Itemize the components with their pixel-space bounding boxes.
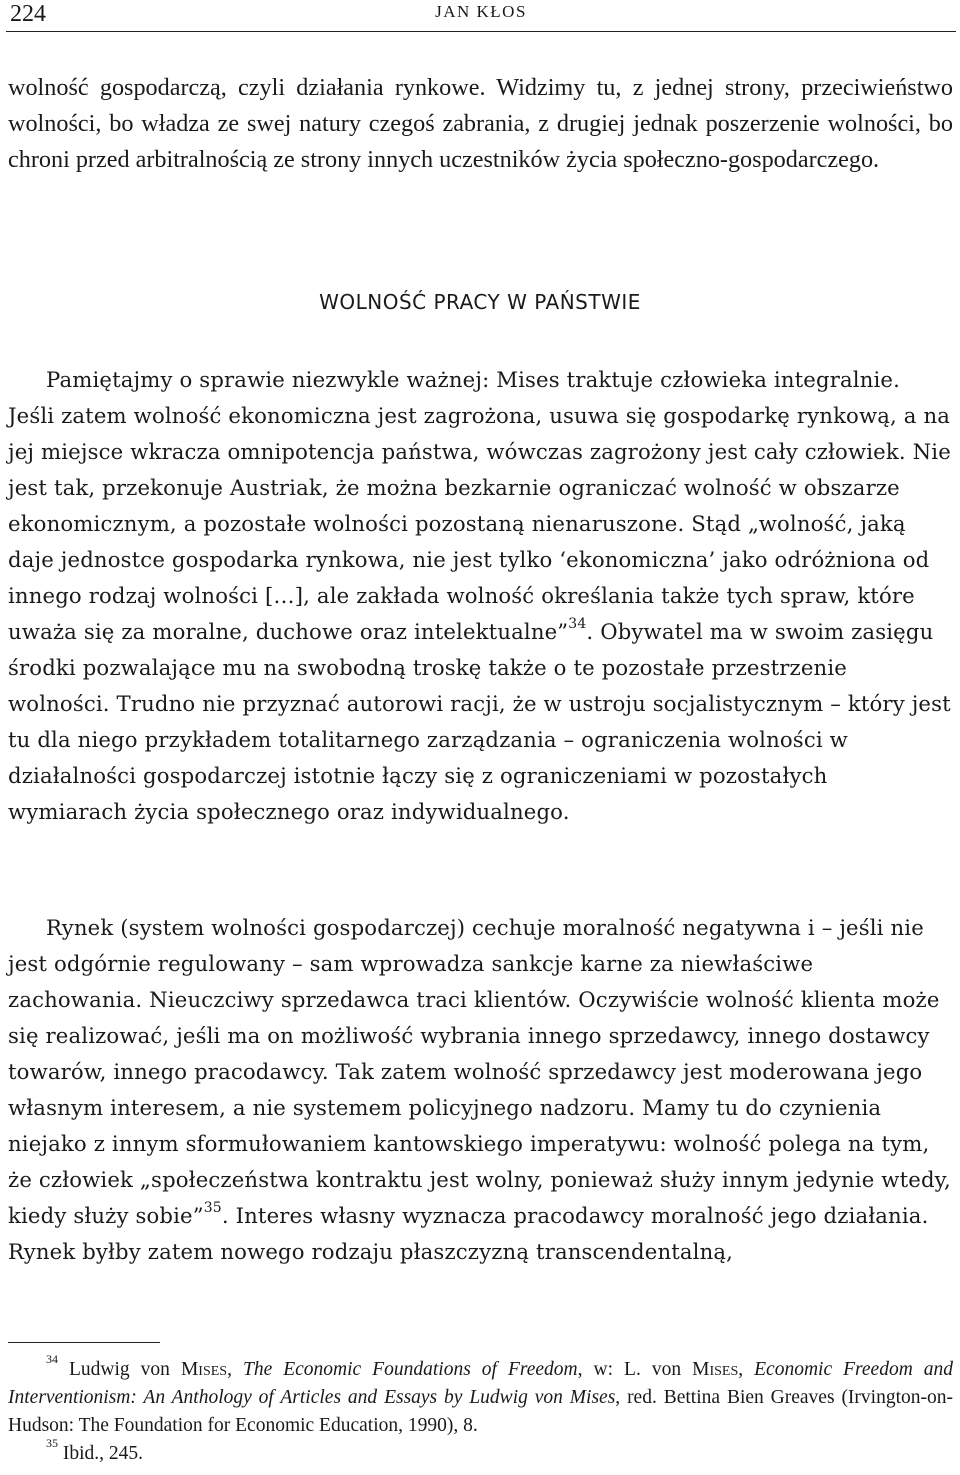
- footnote-title: The Economic Foundations of Freedom: [242, 1359, 578, 1380]
- footnote-35: [8, 1435, 953, 1468]
- footnote-separator: ,: [738, 1359, 755, 1380]
- footnote-34: [8, 1351, 954, 1440]
- footnote-title: Economic Freedom and Interventionism: An Anthology of Articles and Essays by Ludwig von Mises: [8, 1359, 954, 1408]
- paragraph-main: [8, 362, 953, 830]
- footnotes: [8, 1351, 954, 1468]
- footnote-ref-35[interactable]: 35: [203, 1199, 222, 1216]
- section-title: WOLNOŚĆ PRACY W PAŃSTWIE: [319, 290, 641, 314]
- footnote-divider: [8, 1342, 160, 1343]
- footnote-rest: , red. Bettina Bien Greaves (Irvington-on-Hudson: The Foundation for Economic Education, 1990), 8.: [8, 1387, 953, 1436]
- paragraph-intro: wolność gospodarczą, czyli działania rynkowe. Widzimy tu, z jednej strony, przeciwieństwo wolności, bo władza ze swej natury czegoś zabrania, z drugiej jednak poszerzenie wolności, bo chroni przed arbitralnością ze strony innych uczestników życia społeczno-gospodarczego.: [8, 74, 953, 173]
- footnote-author-first: Ludwig von: [69, 1359, 181, 1380]
- running-head: JAN KŁOS: [435, 2, 527, 21]
- page-header: [6, 0, 956, 32]
- page-number: 224: [10, 1, 46, 27]
- footnote-author-last: Mises: [692, 1359, 739, 1380]
- paragraph-main-text-2: . Obywatel ma w swoim zasięgu środki pozwalające mu na swobodną troskę także o te pozostałe przestrzenie wolności. Trudno nie przyznać autorowi racji, że w ustroju socjalistycznym – który jest tu dla niego przykładem totalitarnego zarządzania – ograniczenia wolności w działalności gospodarczej istotnie łączy się z ograniczeniami w pozostałych wymiarach życia społecznego oraz indywidualnego.: [8, 619, 951, 824]
- paragraph-market-text-2: . Interes własny wyznacza pracodawcy moralność jego działania. Rynek byłby zatem nowego rodzaju płaszczyzną transcendentalną,: [8, 1203, 929, 1264]
- footnote-number: 34: [46, 1351, 58, 1366]
- paragraph-market: [8, 910, 953, 1270]
- footnote-separator: ,: [227, 1359, 243, 1380]
- footnote-author-last: Mises: [180, 1359, 228, 1380]
- footnote-separator: , w: L. von: [577, 1359, 693, 1380]
- paragraph-market-text-1: Rynek (system wolności gospodarczej) cechuje moralność negatywna i – jeśli nie jest odgórnie regulowany – sam wprowadza sankcje karne za niewłaściwe zachowania. Nieuczciwy sprzedawca traci klientów. Oczywiście wolność klienta może się realizować, jeśli ma on możliwość wybrania innego sprzedawcy, innego dostawcy towarów, innego pracodawcy. Tak zatem wolność sprzedawcy jest moderowana jego własnym interesem, a nie systemem policyjnego nadzoru. Mamy tu do czynienia niejako z innym sformułowaniem kantowskiego imperatywu: wolność polega na tym, że człowiek „społeczeństwa kontraktu jest wolny, ponieważ służy innym jedynie wtedy, kiedy służy sobie”: [8, 915, 951, 1228]
- footnote-number: 35: [46, 1435, 58, 1450]
- footnote-ref-34[interactable]: 34: [568, 615, 587, 632]
- paragraph-main-text-1: Pamiętajmy o sprawie niezwykle ważnej: Mises traktuje człowieka integralnie. Jeśli zatem wolność ekonomiczna jest zagrożona, usuwa się gospodarkę rynkową, a na jej miejsce wkracza omnipotencja państwa, wówczas zagrożony jest cały człowiek. Nie jest tak, przekonuje Austriak, że można bezkarnie ograniczać wolność w obszarze ekonomicznym, a pozostałe wolności pozostaną nienaruszone. Stąd „wolność, jaką daje jednostce gospodarka rynkowa, nie jest tylko ‘ekonomiczna’ jako odróżniona od innego rodzaj wolności […], ale zakłada wolność określania także tych spraw, które uważa się za moralne, duchowe oraz intelektualne”: [8, 367, 951, 644]
- footnote-text: Ibid., 245.: [62, 1443, 144, 1464]
